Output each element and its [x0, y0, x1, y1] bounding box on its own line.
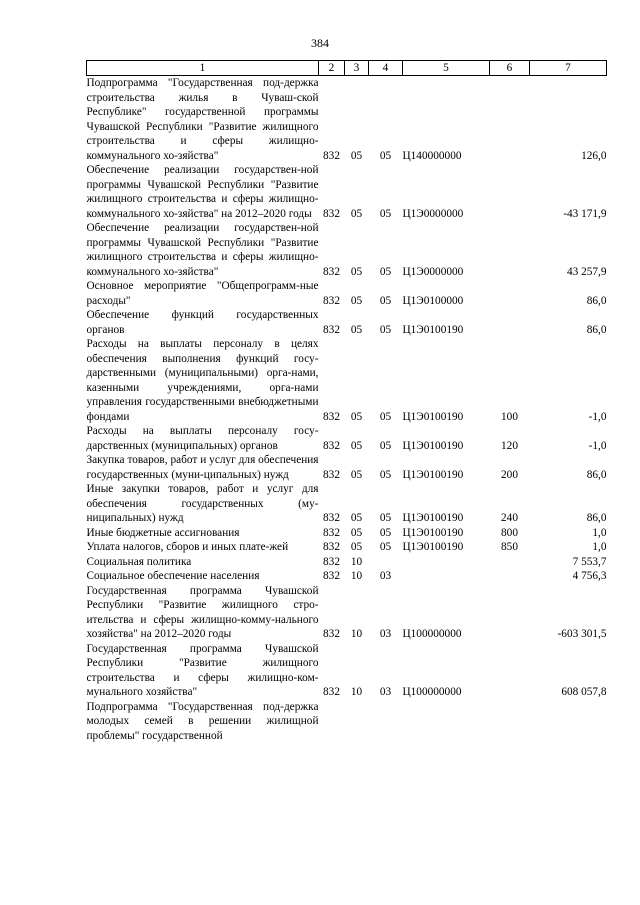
- target-article: [403, 569, 490, 584]
- amount: 1,0: [592, 526, 607, 539]
- section-code: 05: [350, 323, 363, 336]
- subsection-code: 05: [379, 526, 392, 539]
- row-name: Подпрограмма "Государственная под-держка строительства жилья в Чуваш-ской Республике" государственной программы Чувашской Республики "Развитие жилищного строительства и сферы жилищно-коммунального хо-зяйства": [86, 77, 319, 162]
- table-row: [87, 76, 607, 164]
- amount: 86,0: [586, 468, 607, 481]
- page-number: 384: [311, 36, 329, 50]
- table-row: [87, 453, 607, 482]
- column-header-1: 1: [87, 61, 319, 76]
- expense-type: [490, 584, 530, 642]
- ministry-code: 832: [323, 207, 340, 220]
- table-row: [87, 700, 607, 744]
- expense-type: [490, 569, 530, 584]
- ministry-code: 832: [323, 628, 340, 640]
- column-header-6: 6: [490, 61, 530, 76]
- amount: 7 553,7: [572, 555, 607, 568]
- subsection-code: 05: [379, 410, 392, 423]
- table-row: [87, 555, 607, 570]
- ministry-code: 832: [323, 541, 340, 553]
- section-code: 10: [350, 555, 363, 568]
- amount: -43 171,9: [563, 207, 607, 220]
- target-article: Ц1Э0100190: [402, 512, 464, 524]
- target-article: Ц1Э0100190: [402, 439, 464, 452]
- target-article: Ц100000000: [402, 686, 462, 698]
- table-row: [87, 279, 607, 308]
- section-code: 05: [350, 541, 363, 553]
- ministry-code: 832: [323, 512, 340, 524]
- section-code: 10: [350, 570, 363, 582]
- amount: -1,0: [588, 439, 607, 452]
- budget-table: [86, 60, 607, 743]
- amount: 1,0: [592, 541, 607, 553]
- column-header-2: 2: [319, 61, 345, 76]
- table-row: [87, 526, 607, 541]
- ministry-code: 832: [323, 686, 340, 698]
- subsection-code: 05: [379, 207, 392, 220]
- expense-type: [490, 555, 530, 570]
- ministry-code: 832: [323, 468, 340, 481]
- table-row: [87, 642, 607, 700]
- expense-type: [490, 642, 530, 700]
- amount: 4 756,3: [572, 570, 607, 582]
- column-header-3: 3: [345, 61, 369, 76]
- table-row: [87, 308, 607, 337]
- target-article: Ц1Э0100190: [402, 323, 464, 336]
- row-name: Иные закупки товаров, работ и услуг для обеспечения государственных (му-ниципальных) нужд: [86, 483, 319, 524]
- subsection-code: 05: [379, 541, 392, 553]
- row-name: Социальная политика: [86, 555, 192, 568]
- section-code: 05: [350, 294, 363, 307]
- column-number-row: [87, 61, 607, 76]
- row-name: Государственная программа Чувашской Республики "Развитие жилищного стро-ительства и сферы жилищно-комму-нального хозяйства" на 2012–2020 годы: [86, 584, 319, 640]
- expense-type: 240: [501, 512, 518, 524]
- subsection-code: 03: [379, 570, 392, 582]
- ministry-code: 832: [323, 555, 340, 568]
- row-name: Расходы на выплаты персоналу в целях обеспечения выполнения функций госу-дарственными (муниципальными) орга-нами, казенными учреждениями, орга-нами управления государственными внебюджетными фондами: [86, 338, 319, 423]
- expense-type: [490, 163, 530, 221]
- expense-type: 100: [501, 410, 518, 423]
- target-article: Ц100000000: [402, 628, 462, 640]
- section-code: [345, 700, 369, 744]
- amount: -603 301,5: [557, 628, 607, 640]
- ministry-code: 832: [323, 294, 340, 307]
- amount: 86,0: [586, 294, 607, 307]
- subsection-code: 05: [379, 512, 392, 524]
- subsection-code: 03: [379, 686, 392, 698]
- section-code: 05: [350, 149, 363, 162]
- amount: 86,0: [586, 512, 607, 524]
- row-name: Подпрограмма "Государственная под-держка молодых семей в решении жилищной проблемы" государственной: [86, 700, 319, 742]
- section-code: 05: [350, 410, 363, 423]
- table-row: [87, 540, 607, 555]
- section-code: 05: [350, 468, 363, 481]
- amount: 126,0: [581, 149, 607, 162]
- expense-type: 200: [501, 468, 518, 481]
- table-row: [87, 163, 607, 221]
- amount: [530, 700, 607, 744]
- target-article: Ц1Э0100190: [402, 541, 464, 553]
- row-name: Обеспечение реализации государствен-ной программы Чувашской Республики "Развитие жилищного строительства и сферы жилищно-коммунального хо-зяйства" на 2012–2020 годы: [86, 164, 319, 220]
- table-row: [87, 482, 607, 526]
- subsection-code: 05: [379, 294, 392, 307]
- row-name: Закупка товаров, работ и услуг для обеспечения государственных (муни-ципальных) нужд: [86, 454, 319, 481]
- ministry-code: [319, 700, 345, 744]
- column-header-4: 4: [369, 61, 403, 76]
- table-row: [87, 569, 607, 584]
- expense-type: [490, 221, 530, 279]
- row-name: Государственная программа Чувашской Республики "Развитие жилищного строительства и сферы жилищно-ком-мунального хозяйства": [86, 642, 319, 698]
- table-row: [87, 337, 607, 424]
- section-code: 05: [350, 439, 363, 452]
- amount: 608 057,8: [561, 686, 607, 698]
- expense-type: [490, 700, 530, 744]
- expense-type: 120: [501, 439, 518, 452]
- row-name: Обеспечение реализации государствен-ной программы Чувашской Республики "Развитие жилищного строительства и сферы жилищно-коммунального хо-зяйства": [86, 222, 319, 278]
- expense-type: [490, 308, 530, 337]
- subsection-code: [369, 555, 403, 570]
- section-code: 05: [350, 207, 363, 220]
- ministry-code: 832: [323, 265, 340, 278]
- target-article: Ц1Э0100190: [402, 468, 464, 481]
- ministry-code: 832: [323, 570, 340, 582]
- table-row: [87, 424, 607, 453]
- section-code: 10: [350, 628, 363, 640]
- ministry-code: 832: [323, 149, 340, 162]
- target-article: Ц1Э0100190: [402, 526, 464, 539]
- row-name: Иные бюджетные ассигнования: [86, 526, 240, 539]
- ministry-code: 832: [323, 323, 340, 336]
- amount: 86,0: [586, 323, 607, 336]
- amount: 43 257,9: [566, 265, 607, 278]
- column-header-5: 5: [403, 61, 490, 76]
- table-row: [87, 584, 607, 642]
- row-name: Обеспечение функций государственных органов: [86, 309, 319, 336]
- expense-type: 800: [501, 526, 518, 539]
- ministry-code: 832: [323, 410, 340, 423]
- target-article: Ц140000000: [402, 149, 462, 162]
- subsection-code: 05: [379, 468, 392, 481]
- section-code: 05: [350, 512, 363, 524]
- row-name: Уплата налогов, сборов и иных плате-жей: [86, 541, 289, 553]
- ministry-code: 832: [323, 526, 340, 539]
- target-article: Ц1Э0000000: [402, 265, 464, 278]
- column-header-7: 7: [530, 61, 607, 76]
- expense-type: 850: [501, 541, 518, 553]
- amount: -1,0: [588, 410, 607, 423]
- target-article: Ц1Э0000000: [402, 207, 464, 220]
- expense-type: [490, 279, 530, 308]
- target-article: Ц1Э0100190: [402, 410, 464, 423]
- section-code: 05: [350, 265, 363, 278]
- row-name: Основное мероприятие "Общепрограмм-ные расходы": [86, 280, 319, 307]
- row-name: Расходы на выплаты персоналу госу-дарственных (муниципальных) органов: [86, 425, 319, 452]
- expense-type: [490, 76, 530, 164]
- subsection-code: 05: [379, 149, 392, 162]
- subsection-code: 05: [379, 439, 392, 452]
- target-article: [403, 700, 490, 744]
- target-article: Ц1Э0100000: [402, 294, 464, 307]
- table-row: [87, 221, 607, 279]
- subsection-code: 05: [379, 265, 392, 278]
- section-code: 05: [350, 526, 363, 539]
- row-name: Социальное обеспечение населения: [86, 570, 260, 582]
- target-article: [403, 555, 490, 570]
- section-code: 10: [350, 686, 363, 698]
- ministry-code: 832: [323, 439, 340, 452]
- table-body: [87, 76, 607, 744]
- subsection-code: 05: [379, 323, 392, 336]
- subsection-code: 03: [379, 628, 392, 640]
- subsection-code: [369, 700, 403, 744]
